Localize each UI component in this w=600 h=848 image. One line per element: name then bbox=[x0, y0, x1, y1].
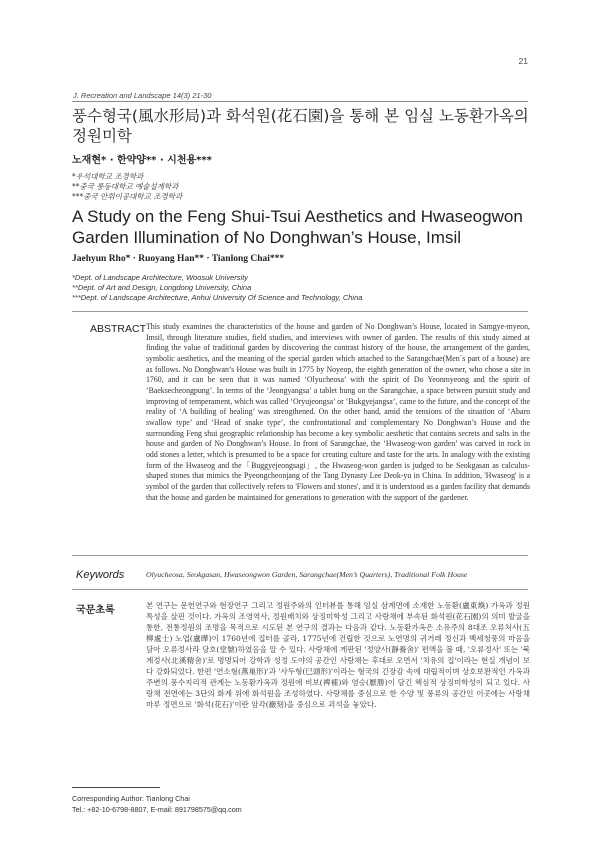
corresponding-author: Corresponding Author: Tianlong Chai bbox=[72, 794, 190, 803]
page-number: 21 bbox=[518, 56, 528, 66]
korean-abstract-rule bbox=[72, 589, 528, 590]
header-rule bbox=[72, 101, 528, 102]
journal-citation: J. Recreation and Landscape 14(3) 21-30 bbox=[73, 91, 212, 100]
abstract-label: ABSTRACT bbox=[90, 323, 147, 335]
abstract-text: This study examines the characteristics of the house and garden of No Donghwan’s House, located in Samgye-myeon, Imsil, through literature studies, field studies, and interviews with owner of garden. The results of this study aimed at finding the value of traditional garden by discovering the contrast history of the house, the arrangement of the garden, symbolic aesthetics, and the meaning of the special garden which attached to the Sarangchae(Men´s part of a house) are as follows. No Donghwan’s House was built in 1775 by Noyeop, the eighth generation of the owner, who chose a site in 1760, and it can be seen that it was named ‘Olyucheosa’ with the spirit of Do Yeonmyeong and the spirit of ‘Baeksecheongpung’. In terms of the ‘Jeongyangsa’ a tablet hung on the Sarangchae, a space between pursuit study and improving of temperament, which was called ‘Oryujeongsa’ or ‘Bukgyejangsa’, came to the future, and the concept of the reality of ‘A building of healing’ was strengthened. On the other hand, amid the tensions of the situation of ‘Abarn swallow type’ and ‘Head of snake type’, the confrontational and complementary No Donghwan’s House and the surrounding Feng shui geographic relationship has become a key symbolic aesthetic that contains secrets and salts in the house and garden of No Donghwan’s House. In front of Sarangchae, the ‘Hwaseog-won garden’ was carved in rock in odd stones a letter, which is presumed to be a space for creating culture and taste for the arts. In analogy with the existing form of the Hwaseog and the「Buggyejeongsagi」, the Hwaseog-won garden is judged to be Seokgasan as calculus-shaped stones that mimics the Pyeongcheonjang of the Tang Dynasty Lee Deok-yu in China. In addition, 'Hwaseog' is a symbol of the garden that collectively refers to 'Flowers and stones', and it is understood as a garden facility that demands that the house and garden be maintained for generations to generation with the support of the gardener. bbox=[146, 322, 530, 502]
korean-authors: 노재현* · 한약양** · 시천용*** bbox=[72, 155, 212, 166]
korean-abstract-text: 본 연구는 문헌연구와 현장연구 그리고 정원주와의 인터뷰를 통해 임실 삼계면에 소재한 노동환(盧東煥) 가옥과 정원 특성을 살핀 것이다. 가옥의 조영역사, 정원배치와 상징미학성 그리고 사랑채에 부속된 화석원(花石園)의 의미 발굴을 통한, 전통정원의 조명을 목적으로 시도된 본 연구의 결과는 다음과 같다. 노동환가옥은 소유주의 8대조 오류처사(五柳處士) 노엽(盧曄)이 1760년에 집터를 골라, 1775년에 건립한 것으로 노연명의 귀거래 정신과 백세청풍의 마음을 담아 오류정사라 당호(堂號)하였음을 알 수 있다. 사랑채에 게판된 '정양사(靜養舍)' 편액을 볼 때, '오류정사' 또는 '북계정사(北溪精舍)'로 명명되어 강학과 성정 도야의 공간인 사랑채는 후대로 오면서 '치유의 집'이라는 현실 개념이 보다 강화되었다. 한편 '연소형(燕巢形)'과 '사두형(巳頭形)'이라는 형국의 긴장감 속에 대립적이며 상호보완적인 가옥과 주변의 풍수지리적 관계는 노동환가옥과 정원에 비보(裨補)와 염승(厭勝)이 담긴 핵심적 상징미학성이 되고 있다. 사랑채 전면에는 3단의 화계 위에 화석원을 조성하였다. 사랑채를 중심으로 한 수양 및 풍류의 공간인 이곳에는 사랑채 마루 정면으로 '화석(花石)'이란 암각(巖刻)을 중심으로 괴석을 놓았다. bbox=[146, 601, 530, 710]
korean-affiliation-3: ***중국 안휘이공대학교 조경학과 bbox=[72, 192, 183, 201]
keywords-rule bbox=[72, 555, 528, 556]
abstract-rule bbox=[72, 311, 528, 312]
keywords-text: Olyucheosa, Seokgasan, Hwaseongwon Garden, Sarangchae(Men’s Quarters), Traditional Folk House bbox=[146, 570, 468, 579]
english-title: A Study on the Feng Shui-Tsui Aesthetics and Hwaseogwon Garden Illumination of No Donghwan’s House, Imsil bbox=[72, 207, 523, 247]
english-authors: Jaehyun Rho* · Ruoyang Han** · Tianlong Chai*** bbox=[72, 254, 285, 264]
english-affiliation-2: **Dept. of Art and Design, Longdong University, China bbox=[72, 283, 252, 292]
korean-affiliation-2: **중국 룽동대학교 예술설계학과 bbox=[72, 182, 179, 191]
english-affiliation-3: ***Dept. of Landscape Architecture, Anhui University Of Science and Technology, China bbox=[72, 293, 363, 302]
korean-abstract-label: 국문초록 bbox=[76, 605, 115, 616]
keywords-label: Keywords bbox=[76, 569, 125, 581]
korean-title: 풍수형국(風水形局)과 화석원(花石園)을 통해 본 임실 노동환가옥의 정원미학 bbox=[72, 107, 529, 145]
footnote-rule bbox=[72, 787, 160, 788]
english-affiliation-1: *Dept. of Landscape Architecture, Woosuk University bbox=[72, 273, 249, 282]
contact-info: Tel.: +82-10-6798-8807, E-mail: 891798575@qq.com bbox=[72, 805, 242, 814]
korean-affiliation-1: *우석대학교 조경학과 bbox=[72, 172, 144, 181]
